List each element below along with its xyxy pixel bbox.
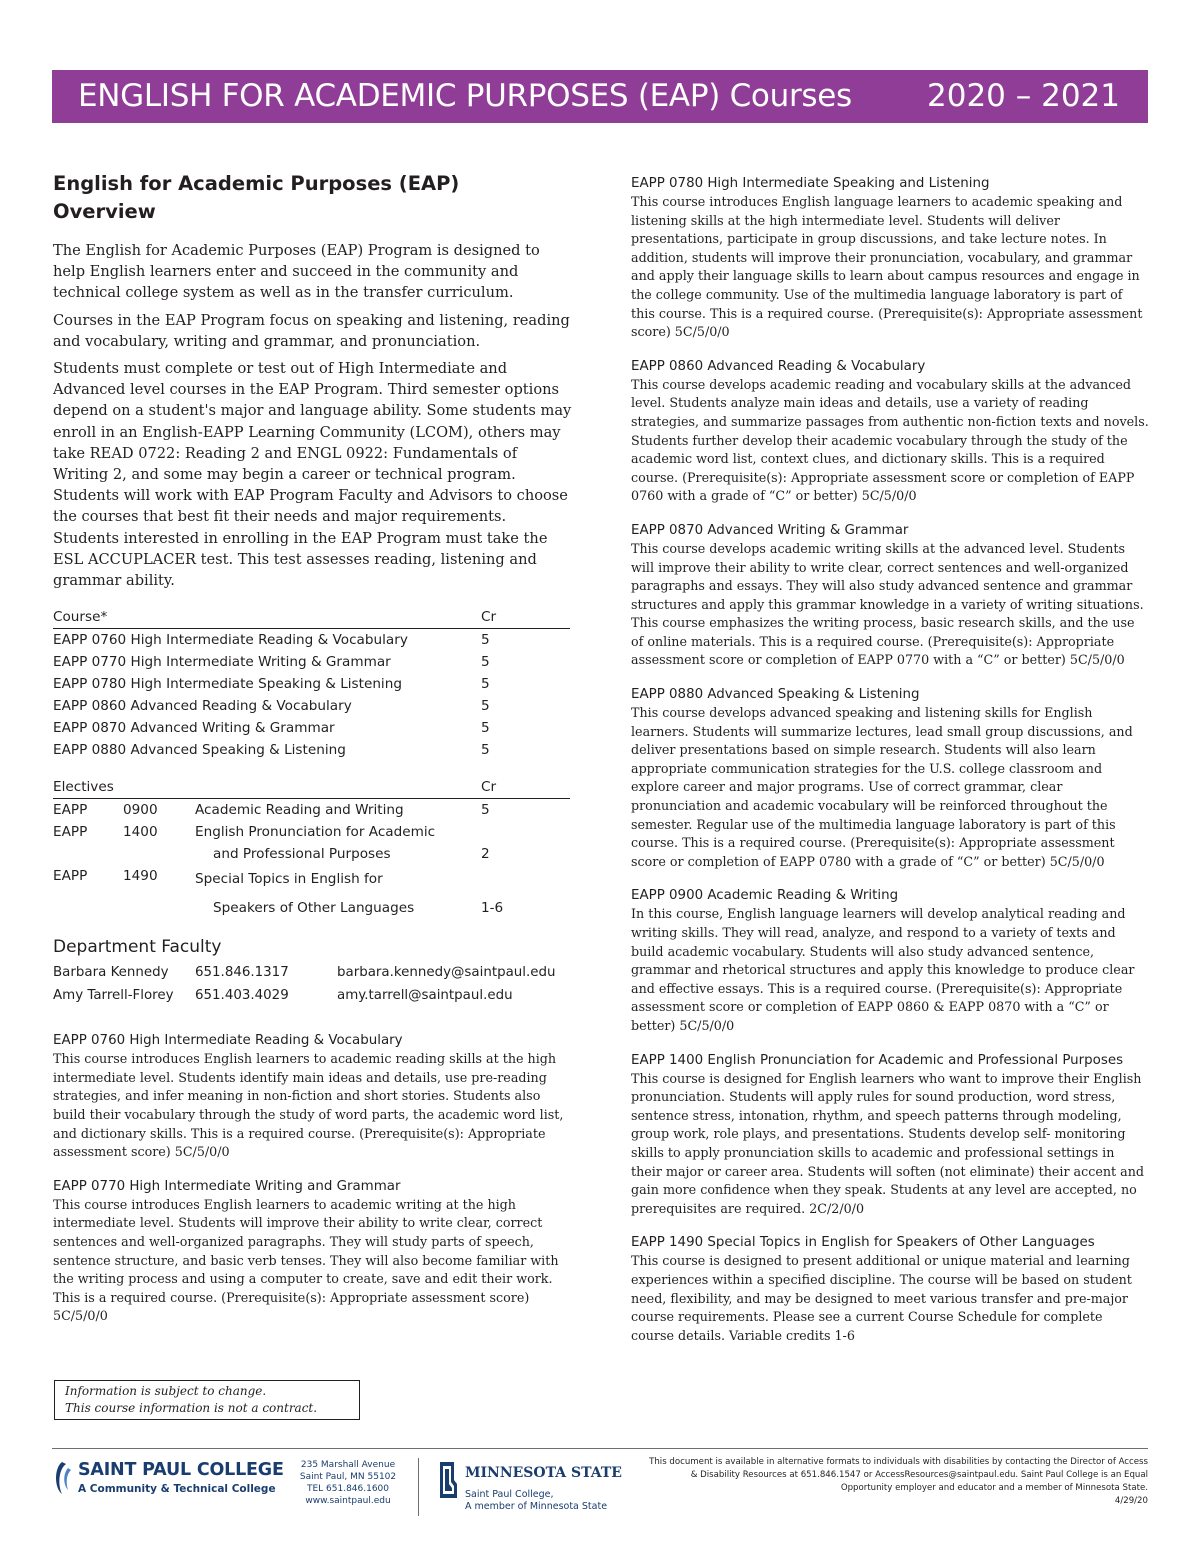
course-credits: 5 <box>481 742 490 759</box>
elective-number: 1400 <box>123 824 158 841</box>
faculty-heading: Department Faculty <box>53 937 222 958</box>
table-row <box>53 739 570 761</box>
electives-header: Electives <box>53 779 481 799</box>
college-phone: TEL 651.846.1600 <box>306 1484 390 1494</box>
faculty-row <box>53 961 570 984</box>
course-name: EAPP 0870 Advanced Writing & Grammar <box>53 720 335 737</box>
faculty-row <box>53 984 570 1007</box>
faculty-name: Barbara Kennedy <box>53 965 169 981</box>
address-line2: Saint Paul, MN 55102 <box>299 1472 397 1482</box>
course-name: EAPP 0760 High Intermediate Reading & Vocabulary <box>53 632 408 649</box>
course-description-body: This course introduces English learners to academic writing at the high intermediate level. Students will improve their ability to write clear, correct sentences and well-organized paragraphs. They will study parts of speech, sentence structure, and basic verb tenses. They will also become familiar with the writing process and using a computer to create, save and edit their work. This is a required course. (Prerequisite(s): Appropriate assessment score) 5C/5/0/0 <box>53 1196 559 1324</box>
address-line1: 235 Marshall Avenue <box>300 1460 396 1470</box>
ms-sub-line2: A member of Minnesota State <box>465 1501 608 1512</box>
table-header-row <box>53 609 570 629</box>
table-row <box>53 717 570 739</box>
course-description-title: EAPP 0880 Advanced Speaking & Listening <box>631 687 920 703</box>
elective-credits: 2 <box>481 846 490 863</box>
course-description-body: This course is designed for English learners who want to improve their English pronunciation. Students will apply rules for sound production, word stress, sentence stress, intonation, rhythm, and speech patterns through modeling, group work, role plays, and presentations. Students develop self- monitoring skills to apply pronunciation skills to academic and professional settings in their major or career area. Students will soften (not eliminate) their accent and gain more confidence when they speak. Students at any level are accepted, no prerequisites are required. 2C/2/0/0 <box>631 1070 1144 1216</box>
course-name: EAPP 0880 Advanced Speaking & Listening <box>53 742 346 759</box>
course-description <box>53 1177 573 1326</box>
electives-table <box>53 779 570 923</box>
faculty-name: Amy Tarrell-Florey <box>53 988 174 1004</box>
college-website[interactable]: www.saintpaul.edu <box>305 1496 391 1506</box>
course-description-title: EAPP 0860 Advanced Reading & Vocabulary <box>631 358 926 374</box>
elective-subject: EAPP <box>53 824 88 841</box>
minnesota-state-name: MINNESOTA STATE <box>465 1465 622 1481</box>
course-description <box>631 521 1149 670</box>
course-credits: 5 <box>481 720 490 737</box>
minnesota-state-logo-icon <box>437 1460 459 1500</box>
overview-heading <box>53 170 573 226</box>
faculty-email[interactable]: amy.tarrell@saintpaul.edu <box>337 988 513 1004</box>
course-credits: 5 <box>481 632 490 649</box>
elective-title <box>195 799 481 822</box>
elective-title-line2: Speakers of Other Languages <box>213 900 415 917</box>
left-column <box>53 170 573 1341</box>
header-banner <box>52 70 1148 123</box>
elective-title <box>195 865 481 923</box>
table-row <box>53 865 570 923</box>
accessibility-statement <box>640 1456 1148 1508</box>
course-name: EAPP 0770 High Intermediate Writing & Grammar <box>53 654 391 671</box>
academic-year: 2020 – 2021 <box>927 78 1120 114</box>
course-description-body: This course introduces English learners to academic reading skills at the high intermediate level. Students identify main ideas and details, use pre-reading strategies, and infer meaning in non-fiction and short stories. Students also build their vocabulary through the study of word parts, the academic word list, and dictionary skills. This is a required course. (Prerequisite(s): Appropriate assessment score) 5C/5/0/0 <box>53 1051 564 1160</box>
course-description-body: This course develops academic reading and vocabulary skills at the advanced level. Students analyze main ideas and details, use a variety of reading strategies, and summarize passages from authentic non-fiction texts and novels. Students further develop their academic vocabulary through the study of the academic word list, context clues, and dictionary skills. This is a required course. (Prerequisite(s): Appropriate assessment score or completion of EAPP 0760 with a grade of “C” or better) 5C/5/0/0 <box>631 376 1149 504</box>
elective-title <box>195 821 481 865</box>
minnesota-state-subtitle <box>465 1489 607 1513</box>
footer-vertical-divider <box>418 1458 419 1516</box>
course-description <box>631 685 1149 871</box>
course-description-body: In this course, English language learners will develop analytical reading and writing skills. They will read, analyze, and respond to a variety of texts and build academic vocabulary. Students will also study advanced sentence, grammar and rhetorical structures and apply this knowledge to produce clear and effective essays. This is a required course. (Prerequisite(s): Appropriate assessment score or completion of EAPP 0860 & EAPP 0870 with a “C” or better) 5C/5/0/0 <box>631 906 1135 1033</box>
course-description <box>631 1051 1149 1219</box>
elective-number: 0900 <box>123 802 158 819</box>
college-name: SAINT PAUL COLLEGE <box>78 1460 284 1480</box>
accessibility-text: This document is available in alternative formats to individuals with disabilities by contacting the Director of Access & Disability Resources at 651.846.1547 or AccessResources@saintpaul.edu. Saint Paul College is an Equal Opportunity employer and educator and a member of Minnesota State. <box>649 1457 1148 1493</box>
elective-title-line2: and Professional Purposes <box>213 846 391 863</box>
faculty-table <box>53 961 570 1007</box>
ms-sub-line1: Saint Paul College, <box>465 1489 554 1500</box>
course-name: EAPP 0780 High Intermediate Speaking & Listening <box>53 676 402 693</box>
course-description-title: EAPP 0900 Academic Reading & Writing <box>631 888 899 904</box>
elective-title-line1: Academic Reading and Writing <box>195 802 404 819</box>
overview-paragraph: The English for Academic Purposes (EAP) Program is designed to help English learners enter and succeed in the community and technical college system as well as in the transfer curriculum. <box>53 242 540 302</box>
course-description-title: EAPP 0780 High Intermediate Speaking and Listening <box>631 176 990 191</box>
course-description-title: EAPP 1400 English Pronunciation for Academic and Professional Purposes <box>631 1052 1124 1068</box>
elective-credits: 1-6 <box>481 900 504 917</box>
course-description <box>631 174 1149 342</box>
overview-paragraph: Courses in the EAP Program focus on speaking and listening, reading and vocabulary, writing and grammar, and pronunciation. <box>53 311 570 350</box>
course-credits: 5 <box>481 676 490 693</box>
table-row <box>53 673 570 695</box>
course-description-title: EAPP 0870 Advanced Writing & Grammar <box>631 522 909 538</box>
college-address <box>293 1459 403 1507</box>
overview-heading-line1: English for Academic Purposes (EAP) <box>53 172 460 195</box>
table-row <box>53 799 570 822</box>
table-row <box>53 695 570 717</box>
course-description-body: This course develops advanced speaking and listening skills for English learners. Students will summarize lectures, lead small group discussions, and deliver presentations based on simple research. Students will also learn appropriate communication strategies for the U.S. college classroom and explore career and major programs. Use of correct grammar, clear pronunciation and academic vocabulary will be reinforced throughout the semester. Regular use of the multimedia language laboratory is part of this course. This is a required course. (Prerequisite(s): Appropriate assessment score or completion of EAPP 0780 with a grade of “C” or better) 5C/5/0/0 <box>631 705 1133 869</box>
col-course-header: Course* <box>53 609 481 629</box>
elective-number: 1490 <box>123 868 158 885</box>
disclaimer-box <box>54 1380 360 1420</box>
college-subtitle: A Community & Technical College <box>78 1483 276 1495</box>
footer-divider <box>52 1448 1148 1449</box>
required-courses-table <box>53 609 570 761</box>
course-description-body: This course introduces English language learners to academic speaking and listening skills at the high intermediate level. Students will deliver presentations, participate in group discussions, and take lecture notes. In addition, students will improve their pronunciation, vocabulary, and grammar and apply their language skills to learn about campus resources and engage in the college community. Use of the multimedia language laboratory is part of this course. This is a required course. (Prerequisite(s): Appropriate assessment score) 5C/5/0/0 <box>631 194 1143 340</box>
elective-title-line1: English Pronunciation for Academic <box>195 824 436 841</box>
course-description <box>53 1031 573 1162</box>
overview-heading-line2: Overview <box>53 200 156 223</box>
elective-title-line1: Special Topics in English for <box>195 871 383 888</box>
faculty-phone: 651.846.1317 <box>195 965 289 981</box>
elective-credits: 5 <box>481 802 490 819</box>
course-description <box>631 357 1149 506</box>
disclaimer-line2: This course information is not a contract. <box>65 1401 318 1415</box>
right-column <box>631 174 1149 1360</box>
course-description-body: This course develops academic writing skills at the advanced level. Students will improve their ability to write clear, correct sentences and well-organized paragraphs and essays. They will also study advanced sentence and grammar structures and apply this grammar knowledge in a variety of writing situations. This course emphasizes the writing process, basic research skills, and the use of online materials. This is a required course. (Prerequisite(s): Appropriate assessment score or completion of EAPP 0770 with a “C” or better) 5C/5/0/0 <box>631 540 1144 668</box>
faculty-phone: 651.403.4029 <box>195 988 289 1004</box>
elective-subject: EAPP <box>53 802 88 819</box>
table-row <box>53 821 570 865</box>
course-description <box>631 886 1149 1035</box>
table-header-row <box>53 779 570 799</box>
elective-subject: EAPP <box>53 868 88 885</box>
course-description <box>631 1233 1149 1345</box>
course-description-title: EAPP 1490 Special Topics in English for Speakers of Other Languages <box>631 1235 1095 1251</box>
course-credits: 5 <box>481 698 490 715</box>
disclaimer-line1: Information is subject to change. <box>65 1384 267 1398</box>
overview-paragraph: Students must complete or test out of High Intermediate and Advanced level courses in the EAP Program. Third semester options depend on a student's major and language ability. Some students may enroll in an English-EAPP Learning Community (LCOM), others may take READ 0722: Reading 2 and ENGL 0922: Fundamentals of Writing 2, and some may begin a career or technical program. Students will work with EAP Program Faculty and Advisors to choose the courses that best fit their needs and major requirements. Students interested in enrolling in the EAP Program must take the ESL ACCUPLACER test. This test assesses reading, listening and grammar ability. <box>53 360 572 590</box>
course-description-title: EAPP 0760 High Intermediate Reading & Vocabulary <box>53 1033 403 1049</box>
faculty-email[interactable]: barbara.kennedy@saintpaul.edu <box>337 965 556 981</box>
course-credits: 5 <box>481 654 490 671</box>
col-cr-header: Cr <box>481 609 570 629</box>
document-date: 4/29/20 <box>1114 1496 1148 1506</box>
page-title: ENGLISH FOR ACADEMIC PURPOSES (EAP) Courses <box>78 78 852 114</box>
course-description-body: This course is designed to present additional or unique material and learning experiences within a specified discipline. The course will be based on student need, flexibility, and may be designed to meet various transfer and pre-major course requirements. Please see a current Course Schedule for complete course details. Variable credits 1-6 <box>631 1253 1132 1343</box>
table-row <box>53 629 570 652</box>
course-description-title: EAPP 0770 High Intermediate Writing and Grammar <box>53 1178 401 1194</box>
course-name: EAPP 0860 Advanced Reading & Vocabulary <box>53 698 352 715</box>
table-row <box>53 651 570 673</box>
col-cr-header: Cr <box>481 779 570 799</box>
